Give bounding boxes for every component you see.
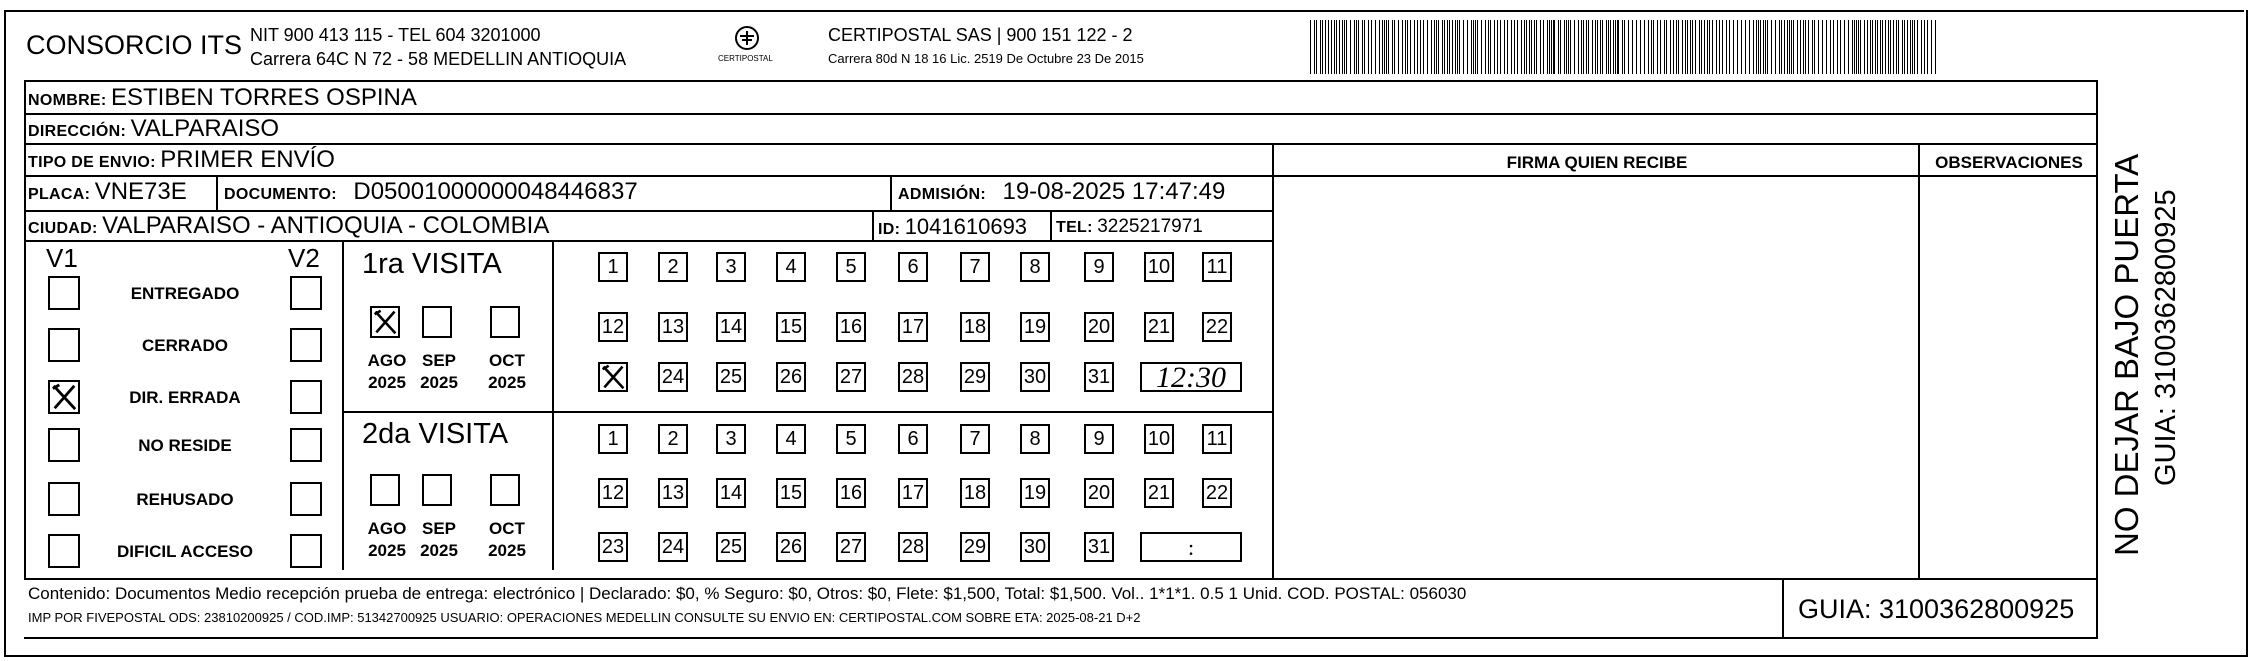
first-month-checkbox <box>422 306 452 338</box>
ciudad-label: CIUDAD: <box>28 220 98 237</box>
first-month-label: SEP <box>421 351 457 370</box>
first-day-box: 17 <box>898 312 928 342</box>
placa-row <box>28 178 187 206</box>
second-day-box: 21 <box>1144 478 1174 508</box>
v1-checkbox <box>48 380 80 414</box>
status-label: NO RESIDE <box>138 436 232 455</box>
first-day-box: 30 <box>1020 362 1050 392</box>
first-day-box: 26 <box>776 362 806 392</box>
v1-label: V1 <box>46 243 78 273</box>
second-day-box: 30 <box>1020 532 1050 562</box>
tipo-value: PRIMER ENVÍO <box>160 146 335 173</box>
first-day-box: 27 <box>836 362 866 392</box>
first-day-box: 18 <box>960 312 990 342</box>
admision-label: ADMISIÓN: <box>898 186 987 203</box>
logo-text: CERTIPOSTAL <box>718 54 773 63</box>
second-day-box: 2 <box>658 424 688 454</box>
tipo-label: TIPO DE ENVIO: <box>28 154 156 171</box>
bottom-border <box>4 655 2248 657</box>
second-day-box: 3 <box>716 424 746 454</box>
second-day-box: 16 <box>836 478 866 508</box>
second-day-box: 25 <box>716 532 746 562</box>
second-day-box: 27 <box>836 532 866 562</box>
direccion-label: DIRECCIÓN: <box>28 123 127 140</box>
second-day-box: 18 <box>960 478 990 508</box>
side-warning: NO DEJAR BAJO PUERTA <box>2108 153 2145 556</box>
side-guia: GUIA: 3100362800925 <box>2150 189 2182 486</box>
first-day-box: 29 <box>960 362 990 392</box>
first-day-box: 4 <box>776 252 806 282</box>
second-day-box: 6 <box>898 424 928 454</box>
first-month-checkbox <box>370 306 400 338</box>
second-day-box: 12 <box>598 478 628 508</box>
first-month-checkbox <box>490 306 520 338</box>
second-month-label: SEP <box>421 519 457 538</box>
second-day-box: 20 <box>1084 478 1114 508</box>
second-month-checkbox <box>370 474 400 506</box>
second-year-label: 2025 <box>488 541 526 560</box>
first-day-box: 12 <box>598 312 628 342</box>
first-visit-title: 1ra VISITA <box>362 248 502 280</box>
documento-value: D05001000000048446837 <box>353 178 638 205</box>
tel-value: 3225217971 <box>1097 216 1203 237</box>
documento-label: DOCUMENTO: <box>224 186 337 203</box>
left-border <box>4 10 6 656</box>
signature-header: FIRMA QUIEN RECIBE <box>1506 153 1688 172</box>
footer-line-1: Contenido: Documentos Medio recepción prueba de entrega: electrónico | Declarado: $0, % Seguro: $0, Otros: $0, Flete: $1,500, Total: $1,500. Vol.. 1*1*1. 0.5 1 Unid. COD. POSTAL: 056030 <box>28 584 1467 603</box>
first-year-label: 2025 <box>368 373 406 392</box>
v1-checkbox <box>48 428 80 462</box>
ciudad-row <box>28 212 549 240</box>
footer-line-2: IMP POR FIVEPOSTAL ODS: 23810200925 / COD.IMP: 51342700925 USUARIO: OPERACIONES MEDELLIN CONSULTE SU ENVIO EN: CERTIPOSTAL.COM SOBRE ETA: 2025-08-21 D+2 <box>28 610 1141 625</box>
v2-checkbox <box>290 380 322 414</box>
placa-value: VNE73E <box>94 178 187 205</box>
second-month-label: AGO <box>367 519 407 538</box>
second-day-box: 13 <box>658 478 688 508</box>
documento-row <box>224 178 638 206</box>
top-border <box>4 10 2244 12</box>
first-month-label: OCT <box>489 351 525 370</box>
status-label: DIR. ERRADA <box>129 388 241 407</box>
second-year-label: 2025 <box>368 541 406 560</box>
direccion-value: VALPARAISO <box>130 115 280 142</box>
status-label: CERRADO <box>142 336 228 355</box>
v2-checkbox <box>290 276 322 310</box>
barcode <box>1310 20 1940 74</box>
v1-checkbox <box>48 328 80 362</box>
first-day-box: 19 <box>1020 312 1050 342</box>
first-time-box: 12:30 <box>1140 362 1242 392</box>
first-day-box: 15 <box>776 312 806 342</box>
second-day-box: 29 <box>960 532 990 562</box>
company-name: CONSORCIO ITS <box>26 30 243 60</box>
second-day-box: 11 <box>1202 424 1232 454</box>
v2-checkbox <box>290 328 322 362</box>
second-day-box: 19 <box>1020 478 1050 508</box>
status-label: REHUSADO <box>136 490 234 509</box>
second-time-box: : <box>1140 532 1242 562</box>
v2-label: V2 <box>288 243 320 273</box>
second-day-box: 9 <box>1084 424 1114 454</box>
second-year-label: 2025 <box>420 541 458 560</box>
v1-checkbox <box>48 276 80 310</box>
first-day-box: 21 <box>1144 312 1174 342</box>
placa-label: PLACA: <box>28 186 91 203</box>
status-label: DIFICIL ACCESO <box>116 542 253 561</box>
nombre-label: NOMBRE: <box>28 92 107 109</box>
second-day-box: 31 <box>1084 532 1114 562</box>
second-month-checkbox <box>422 474 452 506</box>
admision-row <box>898 178 1225 206</box>
second-day-box: 10 <box>1144 424 1174 454</box>
second-day-box: 8 <box>1020 424 1050 454</box>
second-day-box: 4 <box>776 424 806 454</box>
v1-checkbox <box>48 482 80 516</box>
first-day-box: 2 <box>658 252 688 282</box>
first-year-label: 2025 <box>420 373 458 392</box>
first-day-box: 10 <box>1144 252 1174 282</box>
second-visit-title: 2da VISITA <box>362 418 509 450</box>
second-month-label: OCT <box>489 519 525 538</box>
second-day-box: 15 <box>776 478 806 508</box>
footer-guia: GUIA: 3100362800925 <box>1798 594 2075 624</box>
first-day-box: 5 <box>836 252 866 282</box>
company-line-1: NIT 900 413 115 - TEL 604 3201000 <box>250 25 541 45</box>
admision-value: 19-08-2025 17:47:49 <box>1002 178 1226 205</box>
nombre-row <box>28 84 417 112</box>
carrier-line-2: Carrera 80d N 18 16 Lic. 2519 De Octubre 23 De 2015 <box>828 51 1144 66</box>
second-day-box: 23 <box>598 532 628 562</box>
first-day-box: 28 <box>898 362 928 392</box>
v2-checkbox <box>290 534 322 568</box>
tel-row <box>1056 216 1203 238</box>
first-day-box: 6 <box>898 252 928 282</box>
nombre-value: ESTIBEN TORRES OSPINA <box>111 84 417 111</box>
first-day-box: 20 <box>1084 312 1114 342</box>
ciudad-value: VALPARAISO - ANTIOQUIA - COLOMBIA <box>102 212 550 239</box>
first-day-box: 9 <box>1084 252 1114 282</box>
tipo-row <box>28 146 335 174</box>
first-day-box: 16 <box>836 312 866 342</box>
first-day-box <box>598 362 628 392</box>
observations-header: OBSERVACIONES <box>1935 153 2083 172</box>
second-day-box: 14 <box>716 478 746 508</box>
first-month-label: AGO <box>367 351 407 370</box>
tel-label: TEL: <box>1056 219 1093 236</box>
first-day-box: 14 <box>716 312 746 342</box>
first-day-box: 1 <box>598 252 628 282</box>
v1-checkbox <box>48 534 80 568</box>
second-day-box: 22 <box>1202 478 1232 508</box>
first-day-box: 24 <box>658 362 688 392</box>
second-day-box: 28 <box>898 532 928 562</box>
v2-checkbox <box>290 428 322 462</box>
carrier-line-1: CERTIPOSTAL SAS | 900 151 122 - 2 <box>828 25 1133 45</box>
certipostal-logo <box>712 22 782 70</box>
id-row <box>878 214 1027 240</box>
second-day-box: 24 <box>658 532 688 562</box>
second-day-box: 1 <box>598 424 628 454</box>
first-day-box: 31 <box>1084 362 1114 392</box>
first-year-label: 2025 <box>488 373 526 392</box>
right-border <box>2246 10 2248 656</box>
direccion-row <box>28 115 279 143</box>
first-day-box: 22 <box>1202 312 1232 342</box>
first-day-box: 25 <box>716 362 746 392</box>
id-label: ID: <box>878 221 901 238</box>
second-day-box: 26 <box>776 532 806 562</box>
company-line-2: Carrera 64C N 72 - 58 MEDELLIN ANTIOQUIA <box>250 49 627 69</box>
status-label: ENTREGADO <box>130 284 240 303</box>
second-day-box: 7 <box>960 424 990 454</box>
second-day-box: 17 <box>898 478 928 508</box>
first-day-box: 8 <box>1020 252 1050 282</box>
v2-checkbox <box>290 482 322 516</box>
second-month-checkbox <box>490 474 520 506</box>
first-day-box: 11 <box>1202 252 1232 282</box>
first-day-box: 13 <box>658 312 688 342</box>
first-day-box: 3 <box>716 252 746 282</box>
first-day-box: 7 <box>960 252 990 282</box>
id-value: 1041610693 <box>904 214 1028 239</box>
second-day-box: 5 <box>836 424 866 454</box>
